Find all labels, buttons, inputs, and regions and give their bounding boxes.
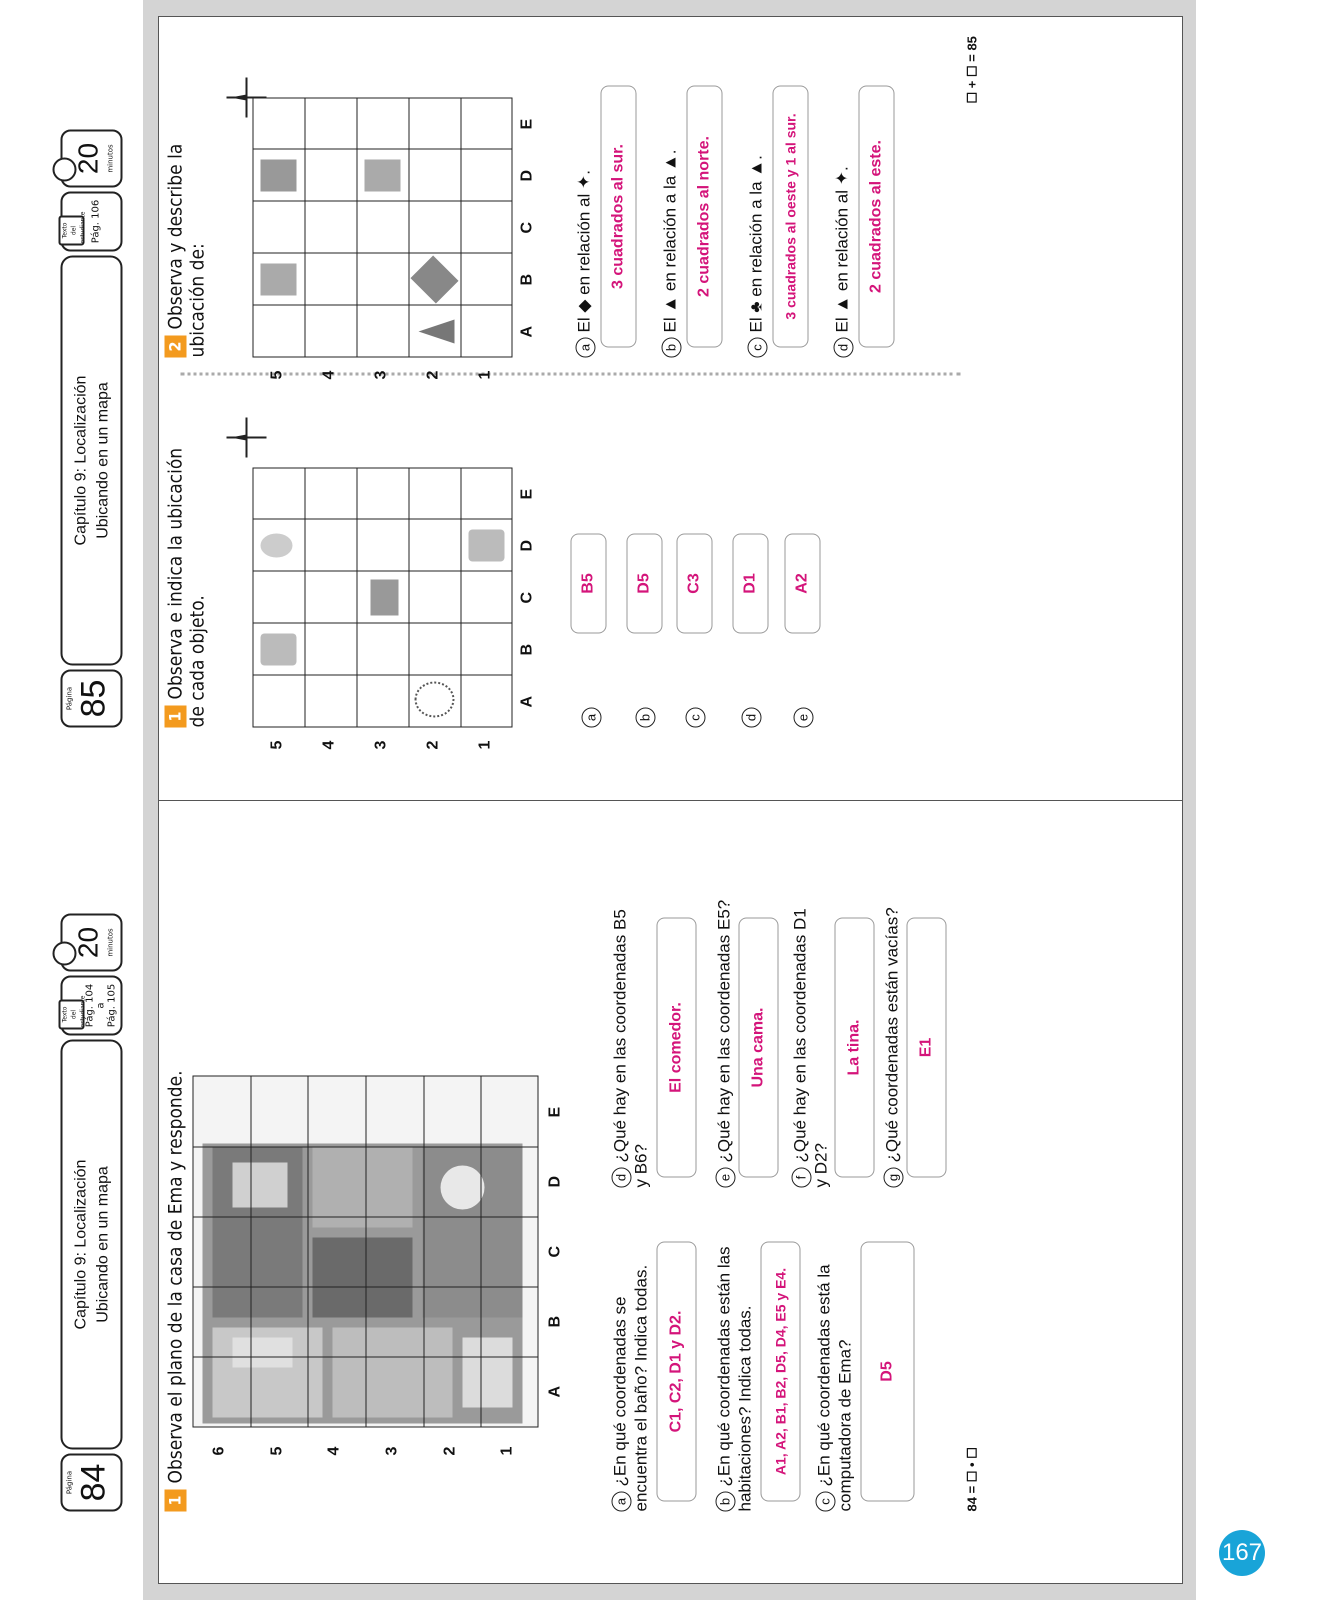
answer-b[interactable]: A1, A2, B1, B2, D5, D4, E5 y E4. [761, 1242, 801, 1502]
ex1-item-d-letter: d [741, 703, 762, 728]
page-number: 85 [74, 679, 113, 718]
ex1-answer-e[interactable]: A2 [785, 534, 821, 634]
horse-icon [261, 264, 297, 296]
col-label: B [518, 643, 536, 656]
ex1-item-b-letter: b [635, 703, 656, 728]
minutes-label: minutos [106, 144, 115, 173]
page-84 [1, 784, 1026, 1568]
chapter-title: Capítulo 9: Localización [72, 1159, 90, 1330]
textbook-reference-box [61, 976, 123, 1036]
col-label: E [546, 1106, 564, 1118]
row-label: 5 [268, 740, 286, 750]
answer-a[interactable]: C1, C2, D1 y D2. [657, 1242, 697, 1502]
col-label: A [546, 1385, 564, 1398]
ex1-answer-d[interactable]: D1 [733, 534, 769, 634]
col-label: A [518, 325, 536, 338]
slide-icon [365, 160, 401, 192]
answer-c[interactable]: D5 [861, 1242, 915, 1502]
col-label: D [518, 539, 536, 552]
exercise-1-instruction: 1Observa e indica la ubicación de cada objeto. [164, 447, 209, 728]
row-label: 1 [498, 1446, 516, 1456]
ex2-answer-c[interactable]: 3 cuadrados al oeste y 1 al sur. [773, 86, 809, 348]
park-grid [253, 468, 513, 728]
question-a: a¿En qué coordenadas se encuentra el baño? Indica todas. [610, 1264, 651, 1512]
carousel-icon [469, 530, 505, 562]
col-label: E [518, 488, 536, 500]
row-label: 3 [372, 370, 390, 380]
col-label: D [546, 1175, 564, 1188]
lesson-title: Ubicando en un mapa [94, 1166, 112, 1323]
bench-icon [371, 580, 399, 616]
page-label: Página [65, 1470, 74, 1495]
question-b: b¿En qué coordenadas están las habitaciones? Indica todas. [714, 1246, 755, 1512]
ex2-answer-b[interactable]: 2 cuadrados al norte. [687, 86, 723, 348]
ex1-item-c-letter: c [685, 703, 706, 728]
rotated-spread [1, 0, 1026, 1568]
col-label: C [518, 221, 536, 234]
minutes-number: 20 [72, 142, 104, 175]
ex1-item-e-letter: e [793, 703, 814, 728]
row-label: 2 [441, 1446, 459, 1456]
ferris-wheel-icon [415, 682, 455, 718]
textbook-reference: Pág. 106 [90, 199, 102, 244]
exercise-1-instruction: 1Observa el plano de la casa de Ema y responde. [165, 912, 187, 1512]
ex1-answer-b[interactable]: D5 [627, 534, 663, 634]
col-label: E [518, 118, 536, 130]
exercise-badge: 1 [165, 1490, 187, 1512]
question-e: e¿Qué hay en las coordenadas E5? [715, 898, 736, 1188]
row-label: 4 [320, 370, 338, 380]
question-g: g¿Qué coordenadas están vacías? [883, 898, 904, 1188]
carousel-icon [261, 634, 297, 666]
map-grid [253, 98, 513, 358]
row-label: 4 [320, 740, 338, 750]
answer-e[interactable]: Una cama. [739, 918, 779, 1178]
footer-formula: ☐ + ☐ = 85 [964, 36, 980, 104]
house-plan [193, 1076, 539, 1428]
minutes-label: minutos [106, 928, 115, 957]
ex1-answer-c[interactable]: C3 [677, 534, 713, 634]
row-label: 2 [424, 740, 442, 750]
book-icon: Texto del estudiante [59, 1000, 85, 1030]
row-label: 1 [476, 370, 494, 380]
book-page-number: 167 [1219, 1530, 1265, 1576]
row-label: 6 [210, 1446, 228, 1456]
row-label: 4 [325, 1446, 343, 1456]
ex2-answer-d[interactable]: 2 cuadrados al este. [859, 86, 895, 348]
col-label: B [518, 273, 536, 286]
ex2-item-d: dEl ▲ en relación al ✦. [833, 166, 854, 357]
exercise-badge: 1 [165, 706, 187, 728]
col-label: D [518, 169, 536, 182]
row-label: 3 [383, 1446, 401, 1456]
row-label: 1 [476, 740, 494, 750]
answer-d[interactable]: El comedor. [657, 918, 697, 1178]
slide-icon [261, 160, 297, 192]
page-number: 84 [74, 1463, 113, 1502]
ex1-answer-a[interactable]: B5 [571, 534, 607, 634]
exercise-2-instruction: 2Observa y describe la ubicación de: [164, 143, 209, 358]
ex1-item-a-letter: a [581, 703, 602, 728]
answer-f[interactable]: La tina. [835, 918, 875, 1178]
chapter-title-box [61, 256, 123, 666]
row-label: 3 [372, 740, 390, 750]
chapter-title: Capítulo 9: Localización [72, 375, 90, 546]
textbook-reference-box [61, 192, 123, 252]
question-c: c¿En qué coordenadas está la computadora de Ema? [814, 1264, 855, 1512]
col-label: A [518, 695, 536, 708]
balloons-icon [261, 534, 293, 558]
textbook-reference: Pág. 104 a Pág. 105 [84, 983, 118, 1028]
page-label: Página [65, 686, 74, 711]
footer-formula: 84 = ☐ • ☐ [964, 1447, 980, 1512]
row-label: 5 [268, 1446, 286, 1456]
ex2-item-a: aEl ◆ en relación al ✦. [575, 170, 596, 357]
lesson-title: Ubicando en un mapa [94, 382, 112, 539]
row-label: 5 [268, 370, 286, 380]
page-85 [1, 0, 1026, 784]
answer-g[interactable]: E1 [907, 918, 947, 1178]
compass-rose-icon [225, 416, 271, 460]
minutes-number: 20 [72, 926, 104, 959]
time-box [61, 914, 123, 972]
ex2-answer-a[interactable]: 3 cuadrados al sur. [601, 86, 637, 348]
col-label: C [546, 1245, 564, 1258]
exercise-separator [181, 373, 961, 376]
col-label: C [518, 591, 536, 604]
row-label: 2 [424, 370, 442, 380]
page-number-box [61, 670, 123, 728]
page-number-box [61, 1454, 123, 1512]
question-d: d¿Qué hay en las coordenadas B5 y B6? [610, 909, 651, 1188]
ex2-item-b: bEl ▲ en relación a la ▲. [661, 150, 682, 358]
ex2-item-c: cEl ♣ en relación a la ▲. [747, 155, 768, 357]
col-label: B [546, 1315, 564, 1328]
book-icon: Texto del estudiante [59, 216, 85, 246]
exercise-badge: 2 [165, 336, 187, 358]
time-box [61, 130, 123, 188]
question-f: f¿Qué hay en las coordenadas D1 y D2? [790, 908, 831, 1188]
chapter-title-box [61, 1040, 123, 1450]
